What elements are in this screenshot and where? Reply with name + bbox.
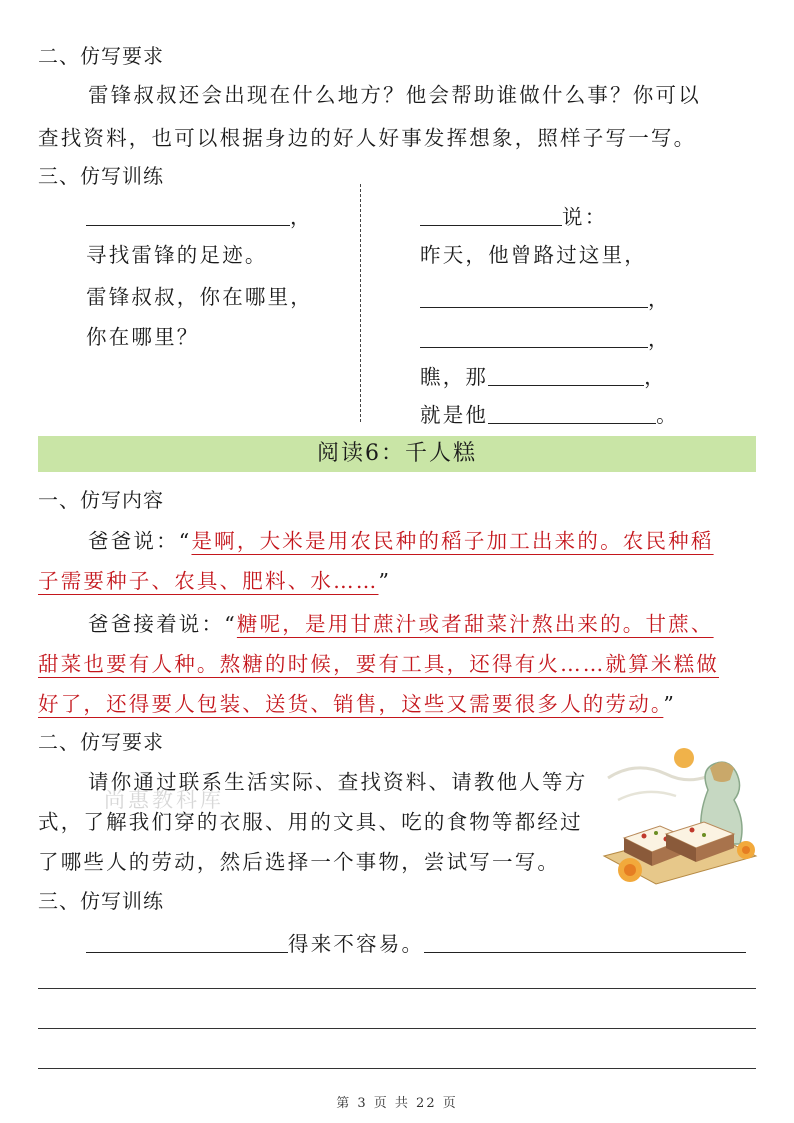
poem-text: 说：	[562, 205, 608, 229]
fill-blank[interactable]	[488, 402, 656, 424]
paragraph-line: 请你通过联系生活实际、查找资料、请教他人等方	[88, 770, 588, 794]
writing-first-line	[86, 927, 746, 957]
section-heading-training: 三、仿写训练	[38, 164, 164, 188]
poem-line: 你在哪里？	[86, 325, 200, 349]
poem-line: 寻找雷锋的足迹。	[86, 243, 268, 267]
speaker-text: 爸爸接着说：“	[88, 612, 237, 636]
writing-line[interactable]	[38, 1068, 756, 1069]
speaker-text: 爸爸说：“	[88, 529, 192, 553]
poem-blank-line	[420, 360, 667, 390]
section-heading-training: 三、仿写训练	[38, 889, 164, 913]
paragraph-line: 了哪些人的劳动，然后选择一个事物，尝试写一写。	[38, 850, 561, 874]
section-heading-requirements: 二、仿写要求	[38, 44, 164, 68]
prompt-text: 得来不容易。	[288, 932, 425, 956]
punctuation: ，	[648, 287, 671, 311]
fill-blank[interactable]	[86, 204, 290, 226]
writing-line[interactable]	[38, 988, 756, 989]
poem-line: 昨天，他曾路过这里，	[420, 243, 647, 267]
punctuation: ，	[648, 327, 671, 351]
poem-text: 就是他	[420, 403, 489, 427]
fill-blank[interactable]	[86, 931, 288, 953]
punctuation: ”	[378, 569, 392, 593]
fill-blank[interactable]	[424, 931, 746, 953]
fill-blank[interactable]	[420, 326, 648, 348]
paragraph-line: 查找资料，也可以根据身边的好人好事发挥想象，照样子写一写。	[38, 126, 697, 150]
reading-title-banner: 阅读6：千人糕	[38, 436, 756, 472]
quote-line	[38, 687, 676, 717]
highlighted-sentence: 子需要种子、农具、肥料、水……	[38, 569, 379, 593]
fill-blank[interactable]	[420, 286, 648, 308]
poem-blank-line	[420, 322, 671, 352]
highlighted-sentence: 糖呢，是用甘蔗汁或者甜菜汁熬出来的。甘蔗、	[236, 612, 714, 636]
section-heading-requirements: 二、仿写要求	[38, 730, 164, 754]
punctuation: ，	[644, 365, 667, 389]
paragraph-line: 式，了解我们穿的衣服、用的文具、吃的食物等都经过	[38, 810, 583, 834]
poem-blank-line	[420, 200, 607, 230]
quote-line	[88, 524, 714, 554]
poem-blank-line	[420, 398, 679, 428]
poem-blank-line	[86, 200, 313, 230]
page-footer: 第 3 页 共 22 页	[336, 1096, 458, 1111]
highlighted-sentence: 是啊，大米是用农民种的稻子加工出来的。农民种稻	[191, 529, 714, 553]
quote-line	[38, 564, 391, 594]
fill-blank[interactable]	[488, 364, 644, 386]
orange-fruit	[674, 748, 694, 768]
poem-text: 瞧，那	[420, 365, 489, 389]
paragraph-line: 雷锋叔叔还会出现在什么地方？他会帮助谁做什么事？你可以	[88, 83, 701, 107]
quote-line	[88, 607, 714, 637]
fill-blank[interactable]	[420, 204, 562, 226]
mist-swirl	[618, 792, 676, 800]
quote-line	[38, 647, 719, 677]
column-divider	[360, 184, 361, 422]
watermark: 尚惠教科库	[104, 788, 224, 812]
section-heading-content: 一、仿写内容	[38, 488, 164, 512]
highlighted-sentence: 甜菜也要有人种。熬糖的时候，要有工具，还得有火……就算米糕做	[38, 652, 719, 676]
punctuation: ，	[290, 205, 313, 229]
highlighted-sentence: 好了，还得要人包装、送货、销售，这些又需要很多人的劳动。	[38, 692, 664, 716]
punctuation: 。	[656, 403, 679, 427]
poem-blank-line	[420, 282, 671, 312]
writing-line[interactable]	[38, 1028, 756, 1029]
punctuation: ”	[663, 692, 677, 716]
rice-cake-illustration	[596, 738, 764, 888]
poem-line: 雷锋叔叔，你在哪里，	[86, 285, 313, 309]
